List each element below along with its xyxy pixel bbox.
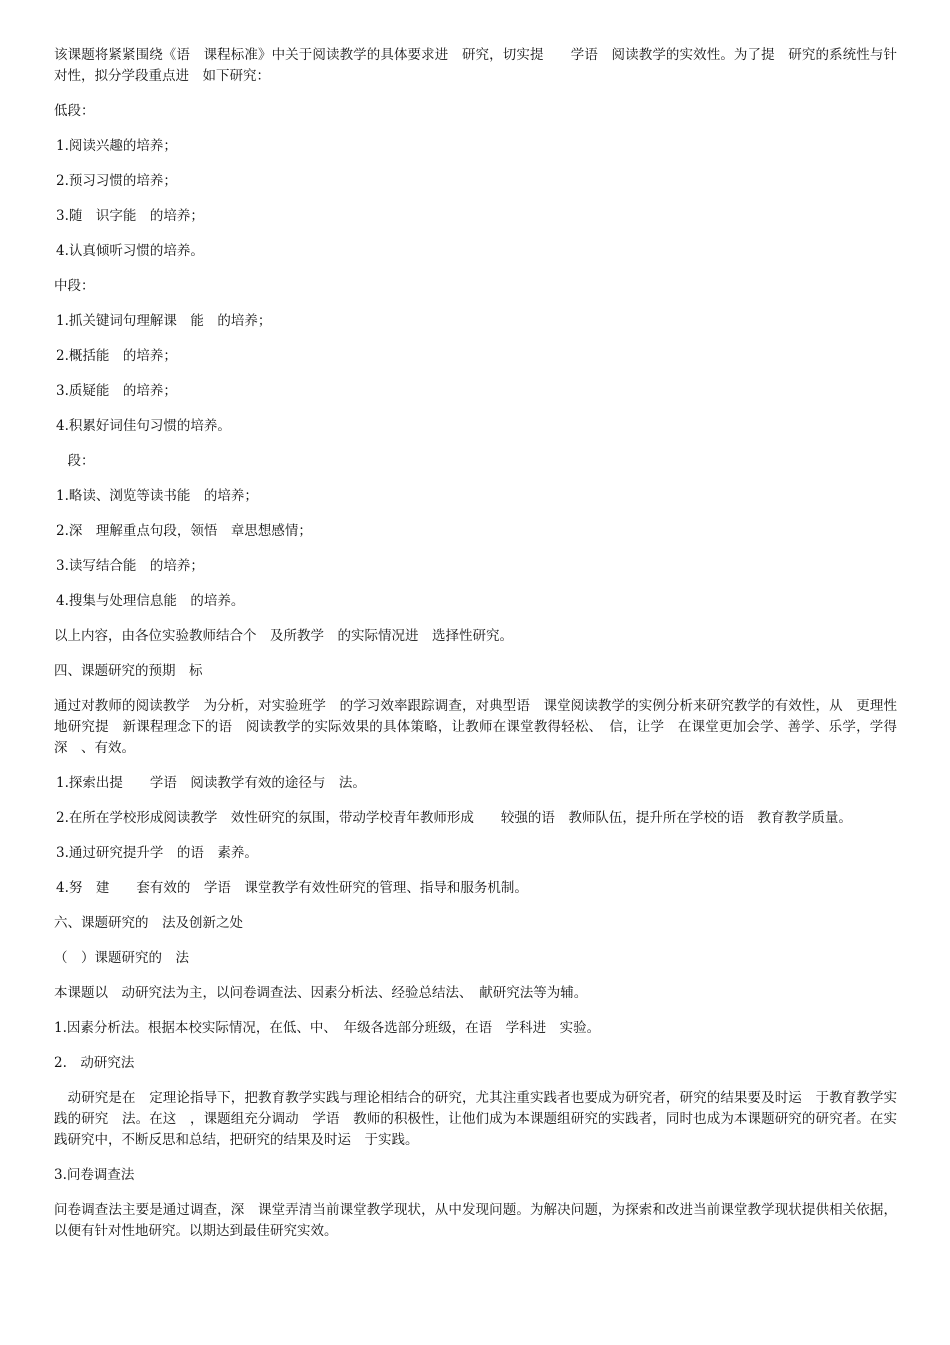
- list-item: 3.质疑能 的培养；: [56, 383, 177, 399]
- section-low-grade: 低段：: [54, 103, 95, 119]
- list-item: 4.认真倾听习惯的培养。: [56, 243, 204, 259]
- list-item: 2.预习习惯的培养；: [56, 173, 177, 189]
- list-item: 2.深 理解重点句段，领悟 章思想感情；: [56, 523, 312, 539]
- section-mid-grade: 中段：: [54, 278, 95, 294]
- section-high-grade: 段：: [54, 453, 95, 469]
- list-item: 4.努 建 套有效的 学语 课堂教学有效性研究的管理、指导和服务机制。: [56, 880, 528, 896]
- section-heading-methods: 六、课题研究的 法及创新之处: [54, 915, 243, 931]
- method-factor-analysis: 1.因素分析法。根据本校实际情况，在低、中、 年级各选部分班级，在语 学科进 实验。: [54, 1020, 601, 1036]
- methods-paragraph: 本课题以 动研究法为主，以问卷调查法、因素分析法、经验总结法、 献研究法等为辅。: [54, 985, 588, 1001]
- list-item: 3.通过研究提升学 的语 素养。: [56, 845, 258, 861]
- list-item: 1.略读、浏览等读书能 的培养；: [56, 488, 258, 504]
- method-action-research-heading: 2. 动研究法: [54, 1055, 135, 1071]
- intro-paragraph: 该课题将紧紧围绕《语 课程标准》中关于阅读教学的具体要求进 研究，切实提 学语 阅读教学的实效性。为了提 研究的系统性与针对性，拟分学段重点进 如下研究：: [54, 47, 897, 84]
- list-item: 1.阅读兴趣的培养；: [56, 138, 177, 154]
- subsection-heading-methods: （ ）课题研究的 法: [54, 950, 189, 966]
- section-heading-goals: 四、课题研究的预期 标: [54, 663, 203, 679]
- list-item: 2.概括能 的培养；: [56, 348, 177, 364]
- survey-paragraph: 问卷调查法主要是通过调查，深 课堂弄清当前课堂教学现状，从中发现问题。为解决问题，为探索和改进当前课堂教学现状提供相关依据，以便有针对性地研究。以期达到最佳研究实效。: [54, 1202, 897, 1239]
- list-item: 1.抓关键词句理解课 能 的培养；: [56, 313, 272, 329]
- list-item: 3.随 识字能 的培养；: [56, 208, 204, 224]
- action-research-paragraph: 动研究是在 定理论指导下，把教育教学实践与理论相结合的研究，尤其注重实践者也要成为研究者，研究的结果要及时运 于教育教学实践的研究 法。在这 ，课题组充分调动 学语 教师的积极性，让他们成为本课题组研究的实践者，同时也成为本课题研究的研究者。在实践研究中，不断反思和总结，把研究的结果及时运 于实践。: [54, 1090, 897, 1148]
- list-item: 4.积累好词佳句习惯的培养。: [56, 418, 231, 434]
- list-item: 2.在所在学校形成阅读教学 效性研究的氛围，带动学校青年教师形成 较强的语 教师队伍，提升所在学校的语 教育教学质量。: [56, 810, 852, 826]
- method-survey-heading: 3.问卷调查法: [54, 1167, 135, 1183]
- summary-paragraph: 以上内容，由各位实验教师结合个 及所教学 的实际情况进 选择性研究。: [54, 628, 513, 644]
- list-item: 1.探索出提 学语 阅读教学有效的途径与 法。: [56, 775, 366, 791]
- goals-paragraph: 通过对教师的阅读教学 为分析，对实验班学 的学习效率跟踪调查，对典型语 课堂阅读教学的实例分析来研究教学的有效性，从 更理性地研究提 新课程理念下的语 阅读教学的实际效果的具体策略，让教师在课堂教得轻松、 信，让学 在课堂更加会学、善学、乐学，学得深 、有效。: [54, 698, 897, 756]
- list-item: 4.搜集与处理信息能 的培养。: [56, 593, 245, 609]
- list-item: 3.读写结合能 的培养；: [56, 558, 204, 574]
